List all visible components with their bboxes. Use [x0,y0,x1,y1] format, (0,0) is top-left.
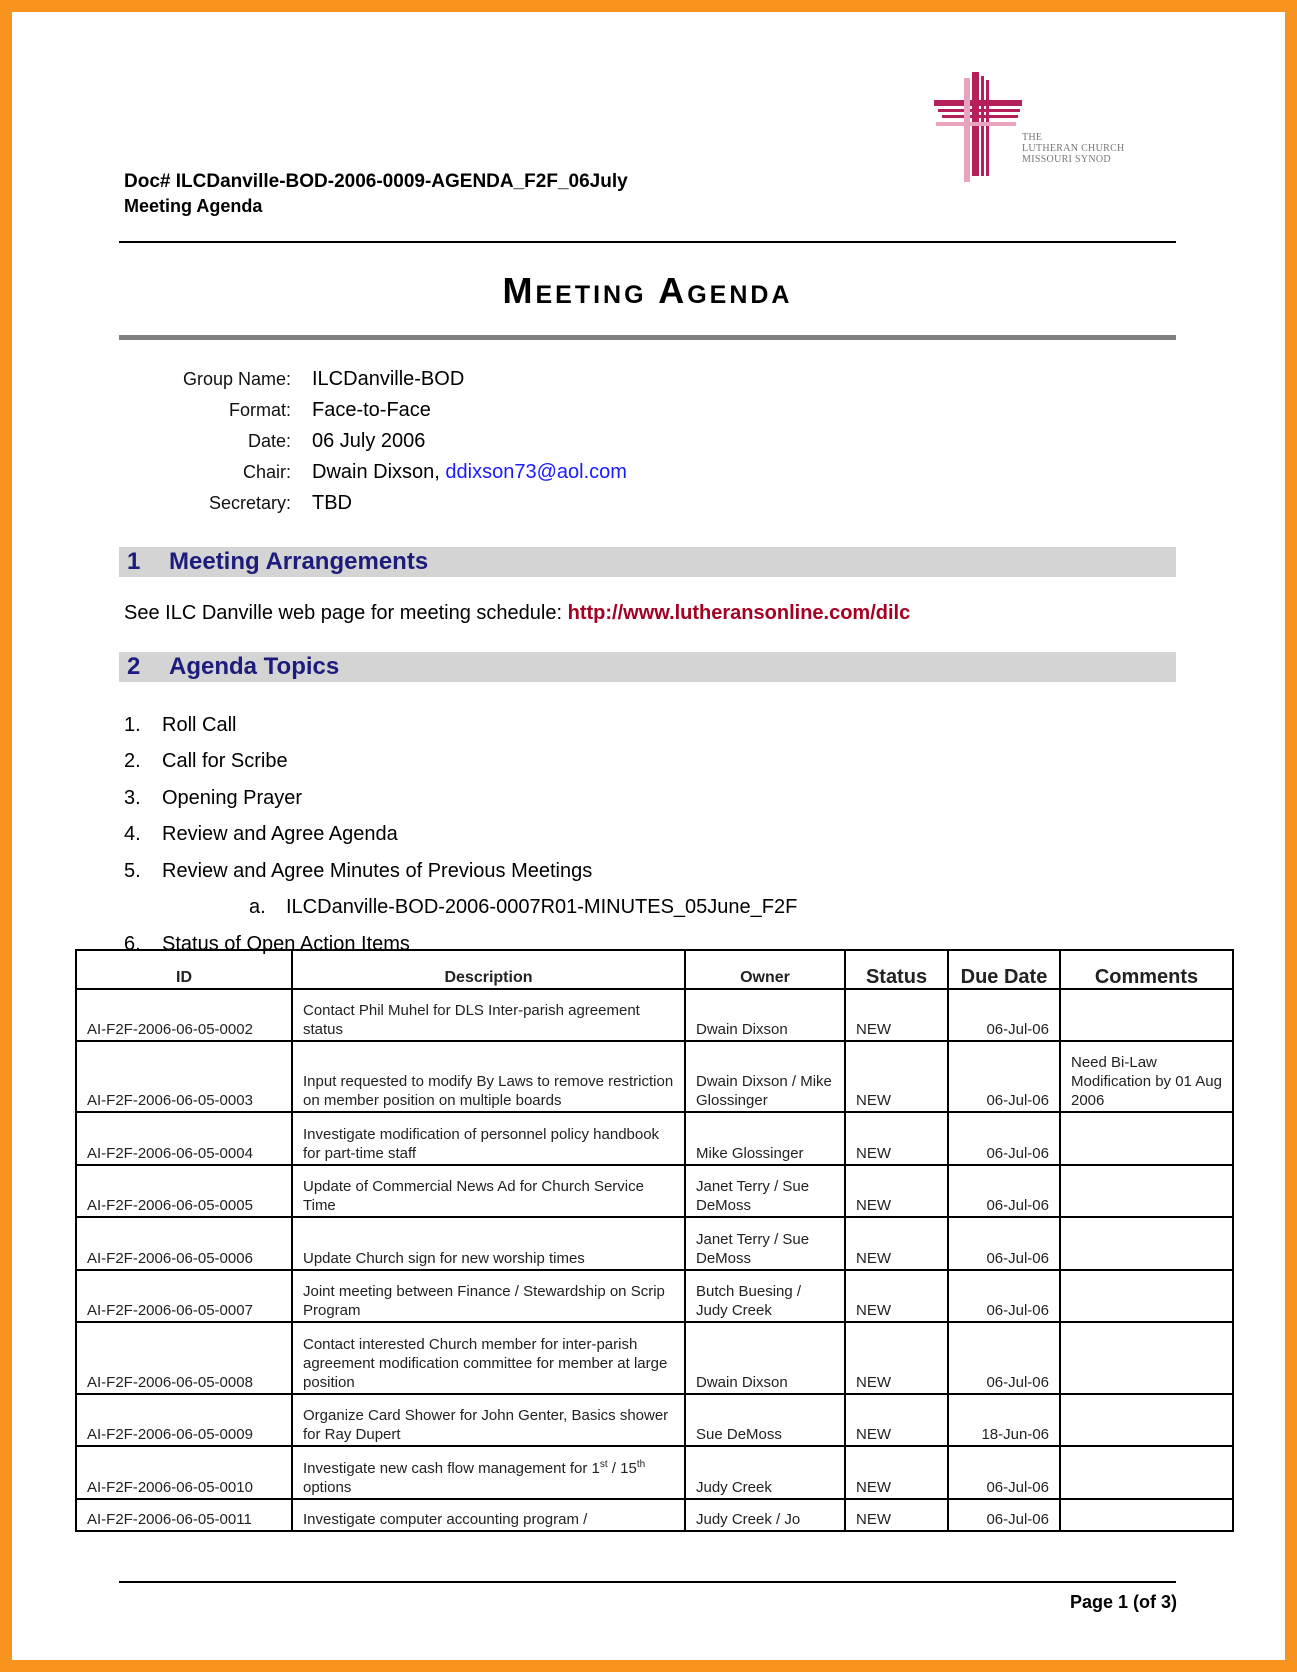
list-item: 5. Review and Agree Minutes of Previous Meetings [124,859,593,882]
logo-text: THE LUTHERAN CHURCH MISSOURI SYNOD [1022,132,1125,165]
chair-name: Dwain Dixson, [312,461,440,483]
arrangements-text: See ILC Danville web page for meeting schedule: http://www.lutheransonline.com/dilc [124,602,911,624]
column-header-comments: Comments [1060,950,1233,989]
list-item: 2. Call for Scribe [124,750,288,773]
table-row: AI-F2F-2006-06-05-0008 Contact interested Church member for inter-parish agreement modification committee for member at large position Dwain Dixson NEW 06-Jul-06 [76,1322,1233,1394]
footer-divider [119,1581,1176,1583]
schedule-link[interactable]: http://www.lutheransonline.com/dilc [567,602,911,624]
agenda-list [124,707,797,963]
lcms-logo [934,72,1134,202]
action-items-table [75,949,1234,1532]
secretary-row: Secretary: TBD [208,492,352,514]
document-header [124,170,628,218]
list-item: 1. Roll Call [124,713,237,736]
table-row: AI-F2F-2006-06-05-0002 Contact Phil Muhel for DLS Inter-parish agreement status Dwain Dixson NEW 06-Jul-06 [76,989,1233,1041]
column-header-due-date: Due Date [948,950,1060,989]
meeting-details [119,364,627,519]
header-divider [119,241,1176,243]
table-row: AI-F2F-2006-06-05-0011 Investigate computer accounting program / Judy Creek / Jo NEW 06-Jul-06 [76,1499,1233,1531]
format-row: Format: Face-to-Face [228,399,431,421]
sub-list-item: a. ILCDanville-BOD-2006-0007R01-MINUTES_05June_F2F [249,896,798,919]
doc-number: Doc# ILCDanville-BOD-2006-0009-AGENDA_F2F_06July [124,171,628,192]
document-page [12,12,1285,1660]
section-heading-agenda-topics: 2 Agenda Topics [119,652,1176,682]
group-row: Group Name: ILCDanville-BOD [182,368,465,390]
column-header-owner: Owner [685,950,845,989]
column-header-id: ID [76,950,292,989]
page-title: Meeting Agenda [502,270,793,311]
table-row: AI-F2F-2006-06-05-0003 Input requested to modify By Laws to remove restriction on member position on multiple boards Dwain Dixson / Mike Glossinger NEW 06-Jul-06 Need Bi-Law Modification by 01 Aug 2006 [76,1041,1233,1112]
list-item: 6. Status of Open Action Items [124,932,410,955]
table-row: AI-F2F-2006-06-05-0007 Joint meeting between Finance / Stewardship on Scrip Program Butch Buesing / Judy Creek NEW 06-Jul-06 [76,1270,1233,1322]
chair-email-link[interactable]: ddixson73@aol.com [445,461,627,483]
title-divider [119,335,1176,340]
table-row: AI-F2F-2006-06-05-0004 Investigate modification of personnel policy handbook for part-time staff Mike Glossinger NEW 06-Jul-06 [76,1112,1233,1165]
table-row: AI-F2F-2006-06-05-0006 Update Church sign for new worship times Janet Terry / Sue DeMoss NEW 06-Jul-06 [76,1217,1233,1270]
column-header-description: Description [292,950,685,989]
section-heading-arrangements: 1 Meeting Arrangements [119,547,1176,577]
list-item: 4. Review and Agree Agenda [124,823,398,846]
table-row: AI-F2F-2006-06-05-0005 Update of Commercial News Ad for Church Service Time Janet Terry / Sue DeMoss NEW 06-Jul-06 [76,1165,1233,1217]
doc-type: Meeting Agenda [124,196,263,216]
chair-row: Chair: Dwain Dixson, ddixson73@aol.com [242,461,627,483]
column-header-status: Status [845,950,948,989]
date-row: Date: 06 July 2006 [247,430,426,452]
table-header-row [76,950,1233,989]
list-item: 3. Opening Prayer [124,786,303,809]
table-row: AI-F2F-2006-06-05-0009 Organize Card Shower for John Genter, Basics shower for Ray Dupert Sue DeMoss NEW 18-Jun-06 [76,1394,1233,1446]
page-number: Page 1 (of 3) [1069,1592,1177,1612]
table-row: AI-F2F-2006-06-05-0010 Investigate new cash flow management for 1st / 15th options Judy Creek NEW 06-Jul-06 [76,1446,1233,1499]
